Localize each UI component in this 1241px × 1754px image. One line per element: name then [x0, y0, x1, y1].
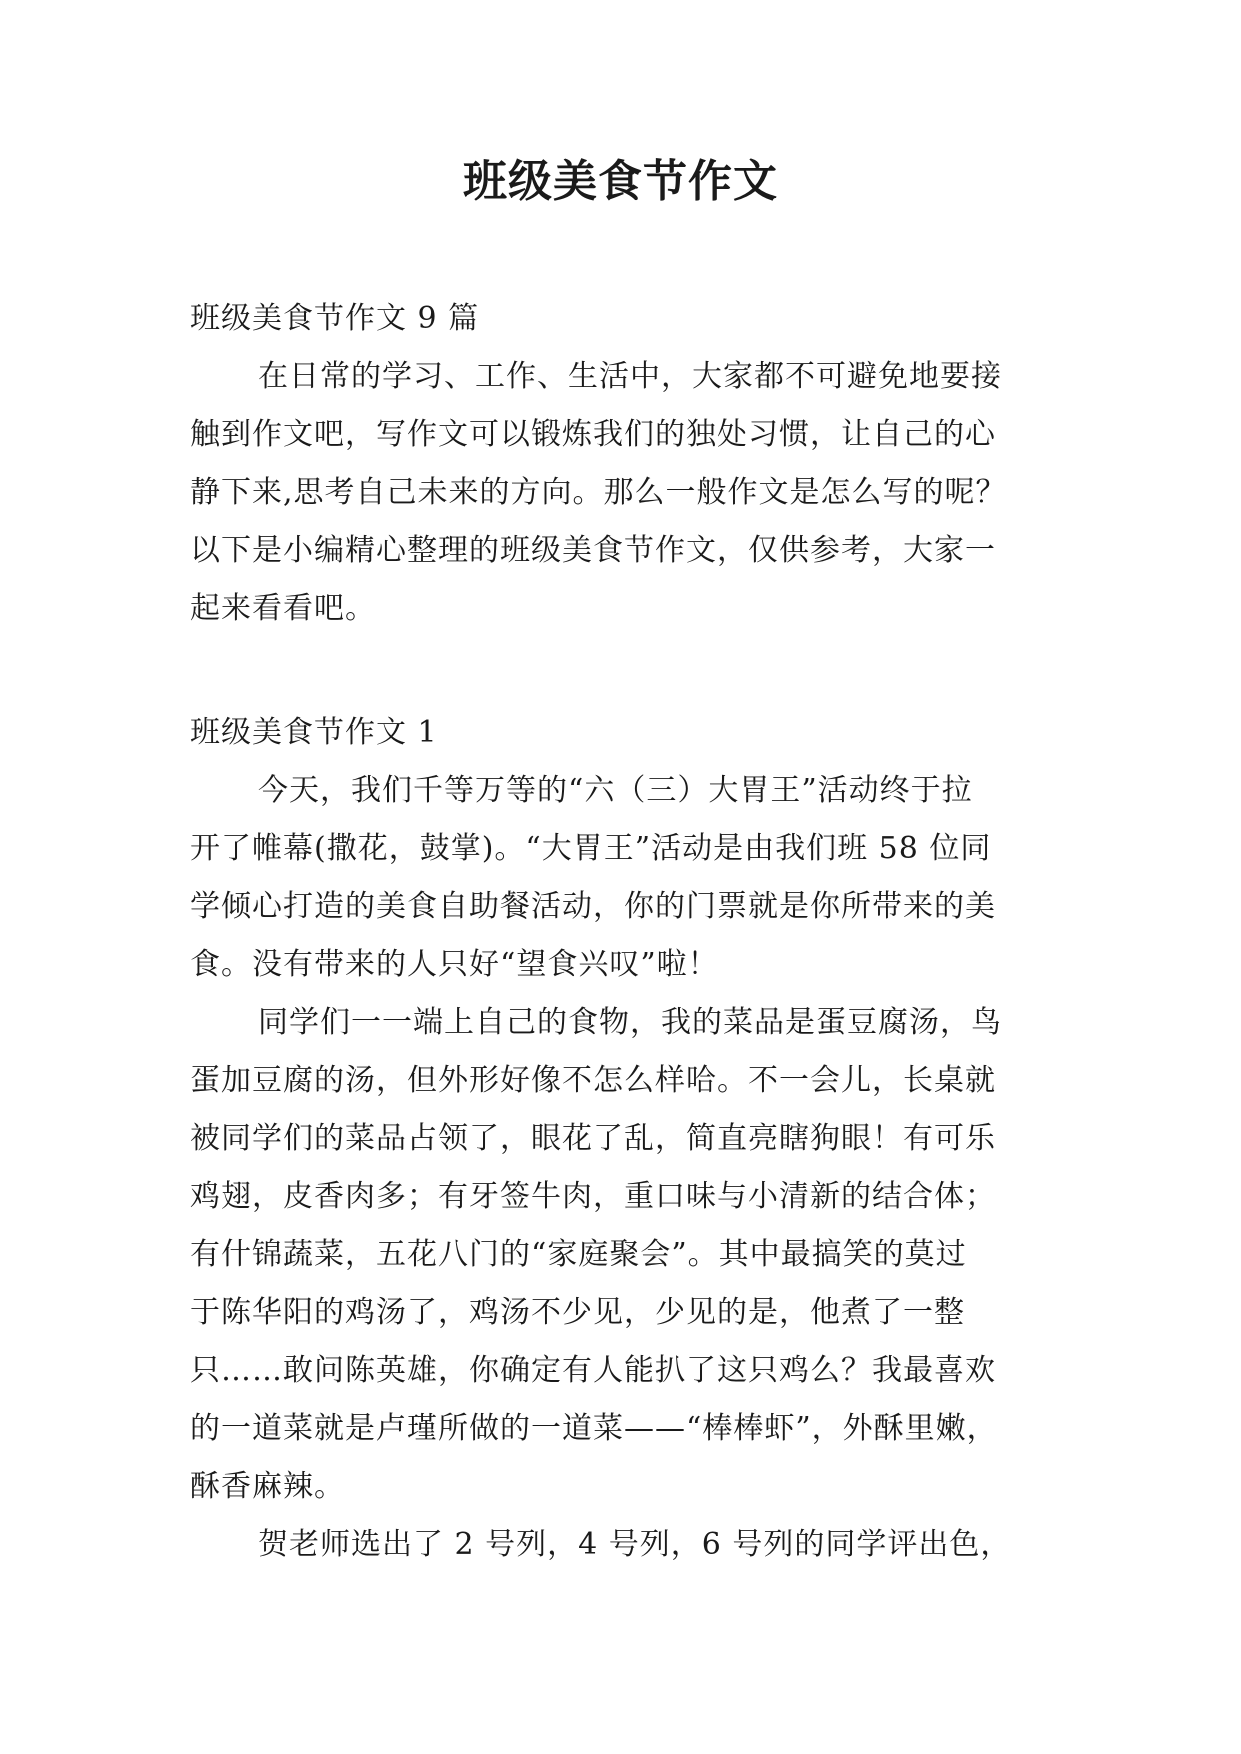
text-line: 静下来,思考自己未来的方向。那么一般作文是怎么写的呢？	[190, 475, 1007, 510]
text-line: 今天，我们千等万等的“六（三）大胃王”活动终于拉	[258, 773, 973, 808]
text-line: 酥香麻辣。	[190, 1469, 345, 1504]
text-line: 鸡翅，皮香肉多；有牙签牛肉，重口味与小清新的结合体；	[190, 1179, 996, 1214]
text-line: 于陈华阳的鸡汤了，鸡汤不少见，少见的是，他煮了一整	[190, 1295, 965, 1330]
text-line: 起来看看吧。	[190, 591, 376, 626]
text-line: 学倾心打造的美食自助餐活动，你的门票就是你所带来的美	[190, 889, 996, 924]
text-line: 的一道菜就是卢瑾所做的一道菜——“棒棒虾”，外酥里嫩，	[190, 1411, 998, 1446]
paragraph-1	[190, 762, 1060, 994]
text-line: 有什锦蔬菜，五花八门的“家庭聚会”。其中最搞笑的莫过	[190, 1237, 967, 1272]
paragraph-2	[190, 994, 1060, 1516]
text-line: 以下是小编精心整理的班级美食节作文，仅供参考，大家一	[190, 533, 996, 568]
text-line: 蛋加豆腐的汤，但外形好像不怎么样哈。不一会儿，长桌就	[190, 1063, 996, 1098]
text-line: 触到作文吧，写作文可以锻炼我们的独处习惯，让自己的心	[190, 417, 996, 452]
section-heading: 班级美食节作文 1	[190, 715, 438, 750]
paragraph-gap	[190, 638, 1060, 704]
text-line: 食。没有带来的人只好“望食兴叹”啦！	[190, 947, 719, 982]
paragraph-3	[190, 1516, 1060, 1574]
intro-paragraph	[190, 348, 1060, 638]
document-title: 班级美食节作文	[463, 156, 778, 207]
text-line: 在日常的学习、工作、生活中，大家都不可避免地要接	[258, 359, 1002, 394]
text-line: 贺老师选出了 2 号列，4 号列，6 号列的同学评出色，	[258, 1527, 1012, 1562]
document-body	[190, 290, 1060, 1574]
text-line: 同学们一一端上自己的食物，我的菜品是蛋豆腐汤，鸟	[258, 1005, 1002, 1040]
text-line: 开了帷幕(撒花，鼓掌)。“大胃王”活动是由我们班 58 位同	[190, 831, 992, 866]
text-line: 只……敢问陈英雄，你确定有人能扒了这只鸡么？我最喜欢	[190, 1353, 996, 1388]
document-subtitle: 班级美食节作文 9 篇	[190, 301, 480, 336]
text-line: 被同学们的菜品占领了，眼花了乱，简直亮瞎狗眼！有可乐	[190, 1121, 996, 1156]
